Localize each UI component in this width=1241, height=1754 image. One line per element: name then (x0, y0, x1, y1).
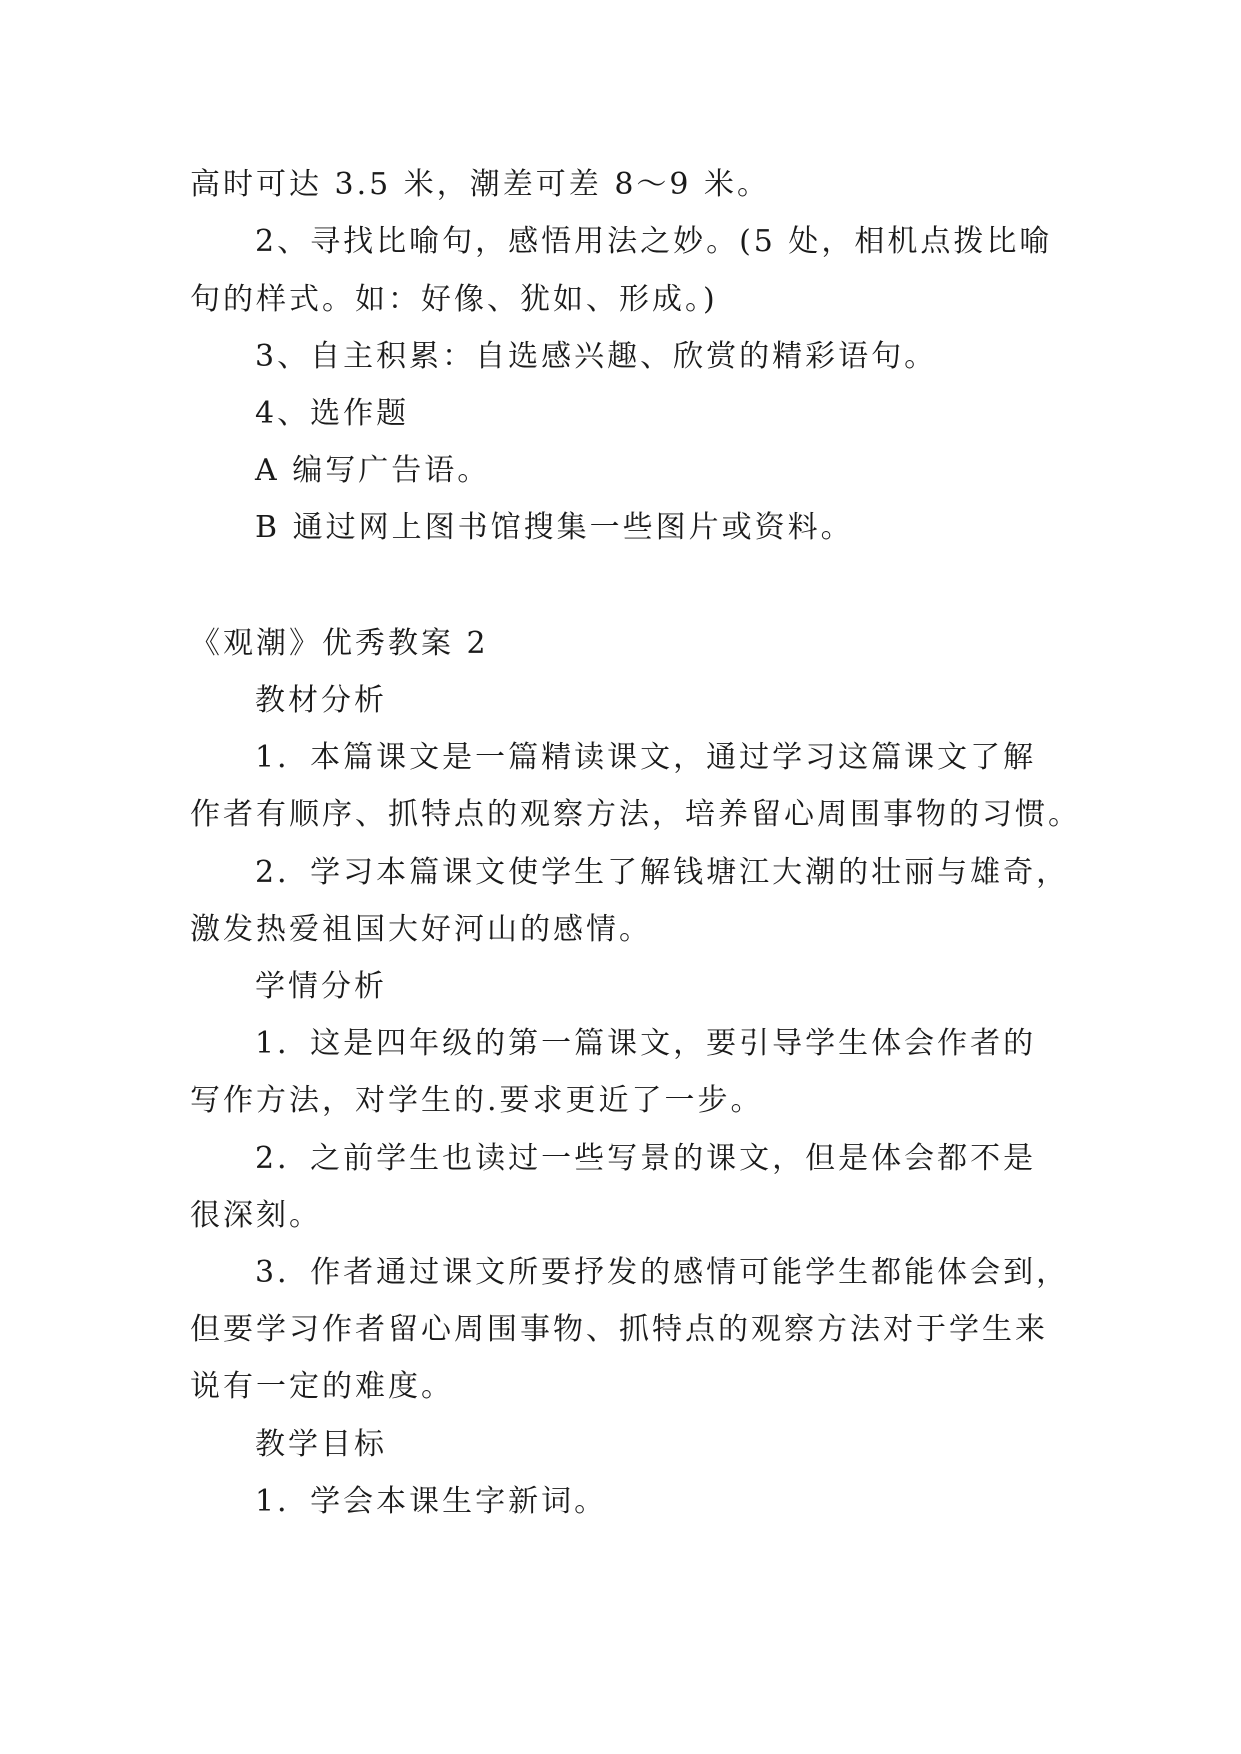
text-line-3: 句的样式。如：好像、犹如、形成。) (190, 282, 718, 317)
text-line-4: 3、自主积累：自选感兴趣、欣赏的精彩语句。 (255, 339, 938, 374)
text-line-2: 2、寻找比喻句，感悟用法之妙。(5 处，相机点拨比喻 (255, 224, 1053, 259)
text-line-16: 写作方法，对学生的.要求更近了一步。 (190, 1083, 764, 1118)
text-line-7: B 通过网上图书馆搜集一些图片或资料。 (255, 510, 854, 545)
text-line-5: 4、选作题 (255, 396, 410, 431)
text-line-19: 3．作者通过课文所要抒发的感情可能学生都能体会到， (255, 1255, 1070, 1290)
text-line-21: 说有一定的难度。 (190, 1369, 454, 1404)
text-line-11: 作者有顺序、抓特点的观察方法，培养留心周围事物的习惯。 (190, 797, 1081, 832)
text-line-18: 很深刻。 (190, 1198, 322, 1233)
heading-teaching-goals: 教学目标 (255, 1427, 387, 1462)
heading-textbook-analysis: 教材分析 (255, 683, 387, 718)
text-line-17: 2．之前学生也读过一些写景的课文，但是体会都不是 (255, 1141, 1037, 1176)
text-line-13: 激发热爱祖国大好河山的感情。 (190, 912, 652, 947)
text-line-6: A 编写广告语。 (255, 453, 491, 488)
heading-student-analysis: 学情分析 (255, 969, 387, 1004)
text-line-15: 1．这是四年级的第一篇课文，要引导学生体会作者的 (255, 1026, 1037, 1061)
text-line-12: 2．学习本篇课文使学生了解钱塘江大潮的壮丽与雄奇， (255, 855, 1070, 890)
section-title: 《观潮》优秀教案 2 (190, 626, 489, 661)
text-line-20: 但要学习作者留心周围事物、抓特点的观察方法对于学生来 (190, 1312, 1048, 1347)
text-line-1: 高时可达 3.5 米，潮差可差 8～9 米。 (190, 167, 771, 202)
text-line-10: 1．本篇课文是一篇精读课文，通过学习这篇课文了解 (255, 740, 1037, 775)
text-line-23: 1．学会本课生字新词。 (255, 1484, 608, 1519)
